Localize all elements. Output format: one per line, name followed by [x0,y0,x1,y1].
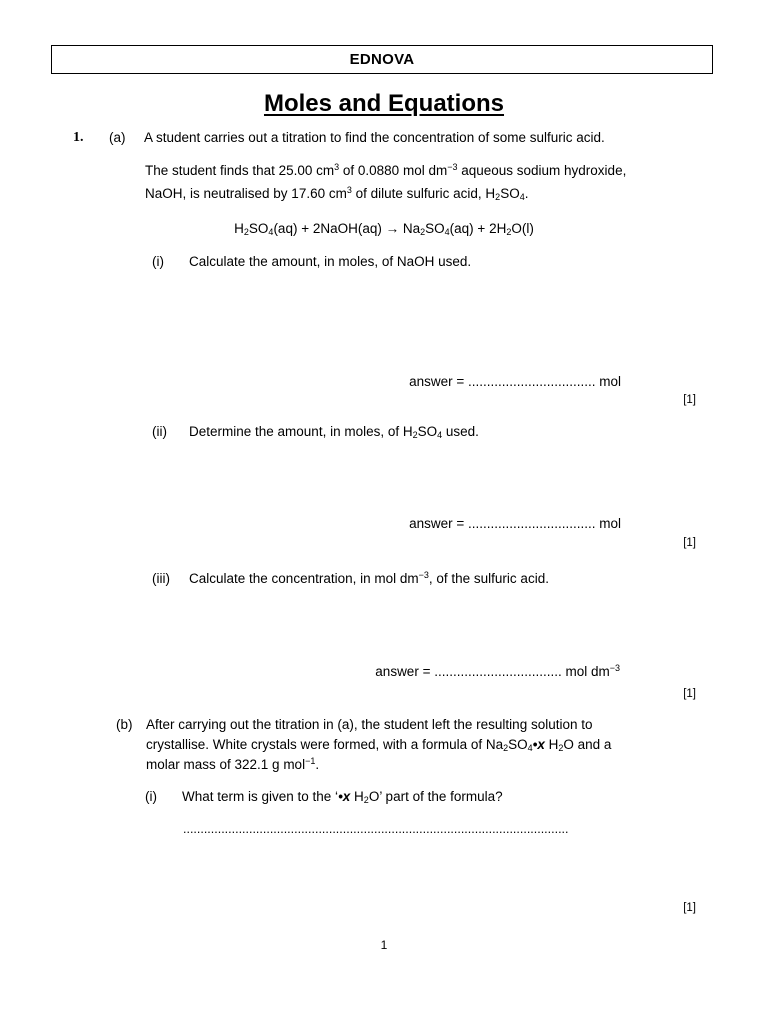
part-a-stem-line1: The student finds that 25.00 $cm^3$ of 0.0880 mol $dm^{-3}$ aqueous sodium hydroxide, [145,162,627,178]
part-b-line1: After carrying out the titration in (a), the student left the resulting solution to [146,717,593,732]
sub-ii-label: (ii) [152,424,167,439]
sub-i-mark: [1] [683,394,696,406]
sub-i-answer-line[interactable]: answer = .................................. mol [409,374,621,389]
part-a-label: (a) [109,130,126,145]
sub-ii-mark: [1] [683,537,696,549]
part-b-label: (b) [116,717,133,732]
question-number: 1. [73,130,84,145]
sub-iii-text: Calculate the concentration, in mol $dm^{-3}$, of the sulfuric acid. [189,570,549,586]
part-b-line3: molar mass of 322.1 g mol$^{-1}$. [146,756,320,772]
page-number: 1 [380,938,388,952]
header-brand-box [51,45,713,74]
sub-iii-label: (iii) [152,571,170,586]
sub-ii-text: Determine the amount, in moles, of $H_2SO_4$ used. [189,424,479,440]
sub-i-text: Calculate the amount, in moles, of NaOH used. [189,254,472,269]
sub-i-label: (i) [152,254,164,269]
part-b-line2: crystallise. White crystals were formed, with a formula of $Na_2SO_4•x$ $H_2O$ and a [146,737,612,753]
sub-iii-mark: [1] [683,688,696,700]
part-b-sub-i-label: (i) [145,789,157,804]
brand-name: EDNOVA [349,51,415,68]
part-a-stem-line2: NaOH, is neutralised by 17.60 $cm^3$ of dilute sulfuric acid, $H_2SO_4$. [145,185,529,202]
part-b-sub-i-text: What term is given to the ‘•x $H_2O$’ part of the formula? [182,789,503,805]
part-a-intro: A student carries out a titration to find the concentration of some sulfuric acid. [144,130,605,145]
sub-ii-answer-line[interactable]: answer = .................................. mol [409,516,621,531]
part-b-sub-i-mark: [1] [683,902,696,914]
part-b-sub-i-answer-line[interactable]: ............................................................................................................... [183,822,569,836]
reaction-equation: $H_2SO_4(aq)$ + 2NaOH(aq) → $Na_2SO_4(aq) + 2H_2O(l)$ [234,221,534,237]
page-title: Moles and Equations [263,90,505,117]
sub-iii-answer-line[interactable]: answer = .................................. mol $dm^{-3}$ [375,663,620,679]
